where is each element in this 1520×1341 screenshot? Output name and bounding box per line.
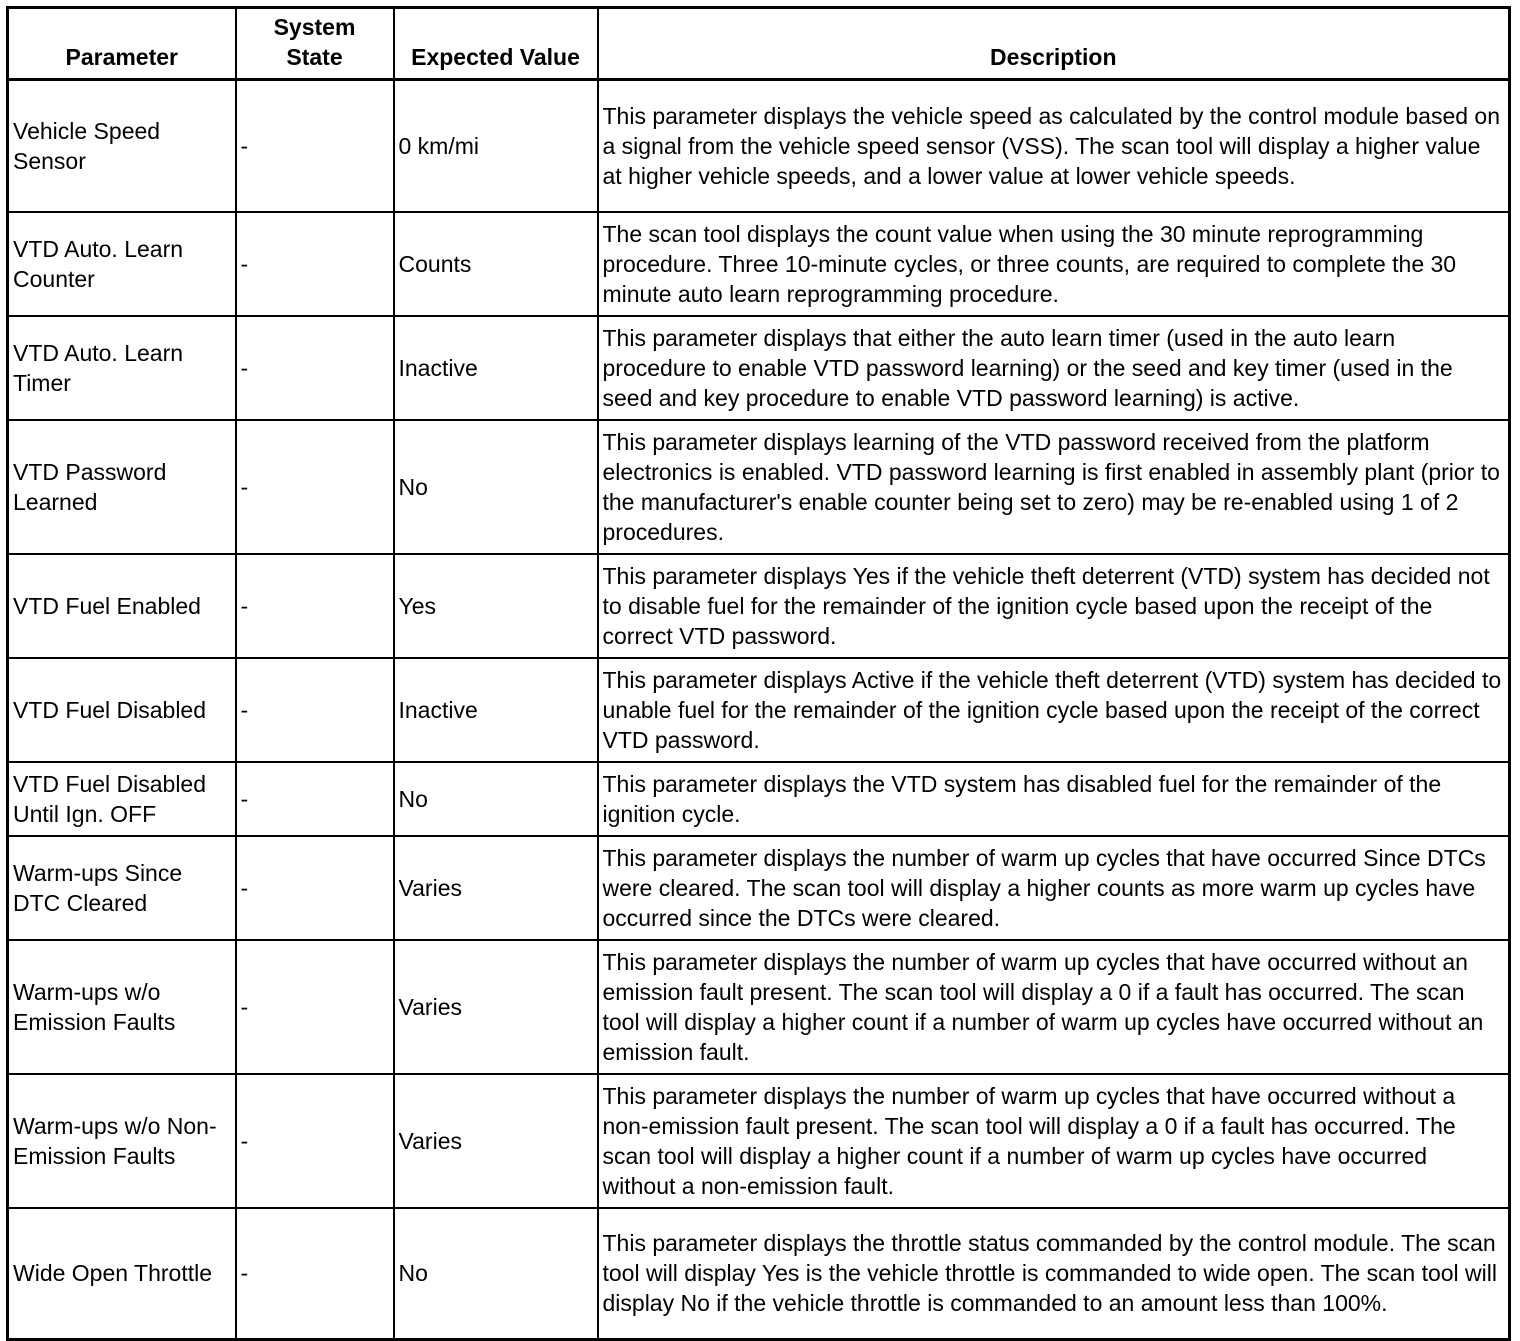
table-row <box>8 212 1510 316</box>
table-row <box>8 762 1510 836</box>
cell-parameter: Vehicle Speed Sensor <box>8 80 236 212</box>
table-row <box>8 658 1510 762</box>
header-system-state-line1: System <box>273 14 356 40</box>
cell-description: This parameter displays the number of warm up cycles that have occurred without an emission fault present. The scan tool will display a 0 if a fault has occurred. The scan tool will display a higher count if a number of warm up cycles have occurred without an emission fault. <box>598 940 1510 1074</box>
cell-parameter: VTD Auto. Learn Counter <box>8 212 236 316</box>
cell-system-state: - <box>236 1208 394 1340</box>
cell-system-state: - <box>236 316 394 420</box>
cell-parameter: VTD Password Learned <box>8 420 236 554</box>
cell-description: This parameter displays the vehicle speed as calculated by the control module based on a signal from the vehicle speed sensor (VSS). The scan tool will display a higher value at higher vehicle speeds, and a lower value at lower vehicle speeds. <box>598 80 1510 212</box>
header-system-state-line2: State <box>286 44 343 70</box>
cell-expected-value: No <box>394 1208 598 1340</box>
cell-expected-value: Inactive <box>394 316 598 420</box>
cell-parameter: Warm-ups Since DTC Cleared <box>8 836 236 940</box>
cell-expected-value: Counts <box>394 212 598 316</box>
parameter-table <box>6 6 1511 1341</box>
table-header-row <box>8 8 1510 80</box>
cell-parameter: VTD Fuel Disabled <box>8 658 236 762</box>
cell-expected-value: No <box>394 762 598 836</box>
cell-description: This parameter displays Active if the vehicle theft deterrent (VTD) system has decided to unable fuel for the remainder of the ignition cycle based upon the receipt of the correct VTD password. <box>598 658 1510 762</box>
table-row <box>8 836 1510 940</box>
cell-expected-value: Varies <box>394 940 598 1074</box>
cell-expected-value: No <box>394 420 598 554</box>
table-row <box>8 80 1510 212</box>
table-row <box>8 316 1510 420</box>
cell-parameter: Warm-ups w/o Emission Faults <box>8 940 236 1074</box>
cell-system-state: - <box>236 1074 394 1208</box>
cell-system-state: - <box>236 554 394 658</box>
table-row <box>8 554 1510 658</box>
cell-description: This parameter displays that either the auto learn timer (used in the auto learn procedure to enable VTD password learning) or the seed and key timer (used in the seed and key procedure to enable VTD password learning) is active. <box>598 316 1510 420</box>
cell-expected-value: Varies <box>394 1074 598 1208</box>
cell-expected-value: Inactive <box>394 658 598 762</box>
cell-description: This parameter displays Yes if the vehicle theft deterrent (VTD) system has decided not to disable fuel for the remainder of the ignition cycle based upon the receipt of the correct VTD password. <box>598 554 1510 658</box>
cell-parameter: Warm-ups w/o Non-Emission Faults <box>8 1074 236 1208</box>
cell-description: The scan tool displays the count value when using the 30 minute reprogramming procedure. Three 10-minute cycles, or three counts, are required to complete the 30 minute auto learn reprogramming procedure. <box>598 212 1510 316</box>
cell-system-state: - <box>236 940 394 1074</box>
cell-description: This parameter displays the throttle status commanded by the control module. The scan tool will display Yes is the vehicle throttle is commanded to wide open. The scan tool will display No if the vehicle throttle is commanded to an amount less than 100%. <box>598 1208 1510 1340</box>
cell-description: This parameter displays the number of warm up cycles that have occurred without a non-emission fault present. The scan tool will display a 0 if a fault has occurred. The scan tool will display a higher count if a number of warm up cycles have occurred without a non-emission fault. <box>598 1074 1510 1208</box>
header-system-state <box>236 8 394 80</box>
cell-parameter: VTD Fuel Disabled Until Ign. OFF <box>8 762 236 836</box>
cell-system-state: - <box>236 212 394 316</box>
cell-system-state: - <box>236 80 394 212</box>
table-row <box>8 1074 1510 1208</box>
cell-expected-value: Yes <box>394 554 598 658</box>
cell-expected-value: 0 km/mi <box>394 80 598 212</box>
cell-parameter: VTD Fuel Enabled <box>8 554 236 658</box>
cell-system-state: - <box>236 836 394 940</box>
cell-system-state: - <box>236 762 394 836</box>
cell-parameter: Wide Open Throttle <box>8 1208 236 1340</box>
header-description: Description <box>598 8 1510 80</box>
cell-description: This parameter displays the number of warm up cycles that have occurred Since DTCs were cleared. The scan tool will display a higher counts as more warm up cycles have occurred since the DTCs were cleared. <box>598 836 1510 940</box>
header-expected-value: Expected Value <box>394 8 598 80</box>
table-row <box>8 940 1510 1074</box>
cell-parameter: VTD Auto. Learn Timer <box>8 316 236 420</box>
cell-system-state: - <box>236 658 394 762</box>
cell-description: This parameter displays learning of the VTD password received from the platform electronics is enabled. VTD password learning is first enabled in assembly plant (prior to the manufacturer's enable counter being set to zero) may be re-enabled using 1 of 2 procedures. <box>598 420 1510 554</box>
table-row <box>8 1208 1510 1340</box>
table-row <box>8 420 1510 554</box>
cell-description: This parameter displays the VTD system has disabled fuel for the remainder of the ignition cycle. <box>598 762 1510 836</box>
cell-expected-value: Varies <box>394 836 598 940</box>
cell-system-state: - <box>236 420 394 554</box>
header-parameter: Parameter <box>8 8 236 80</box>
